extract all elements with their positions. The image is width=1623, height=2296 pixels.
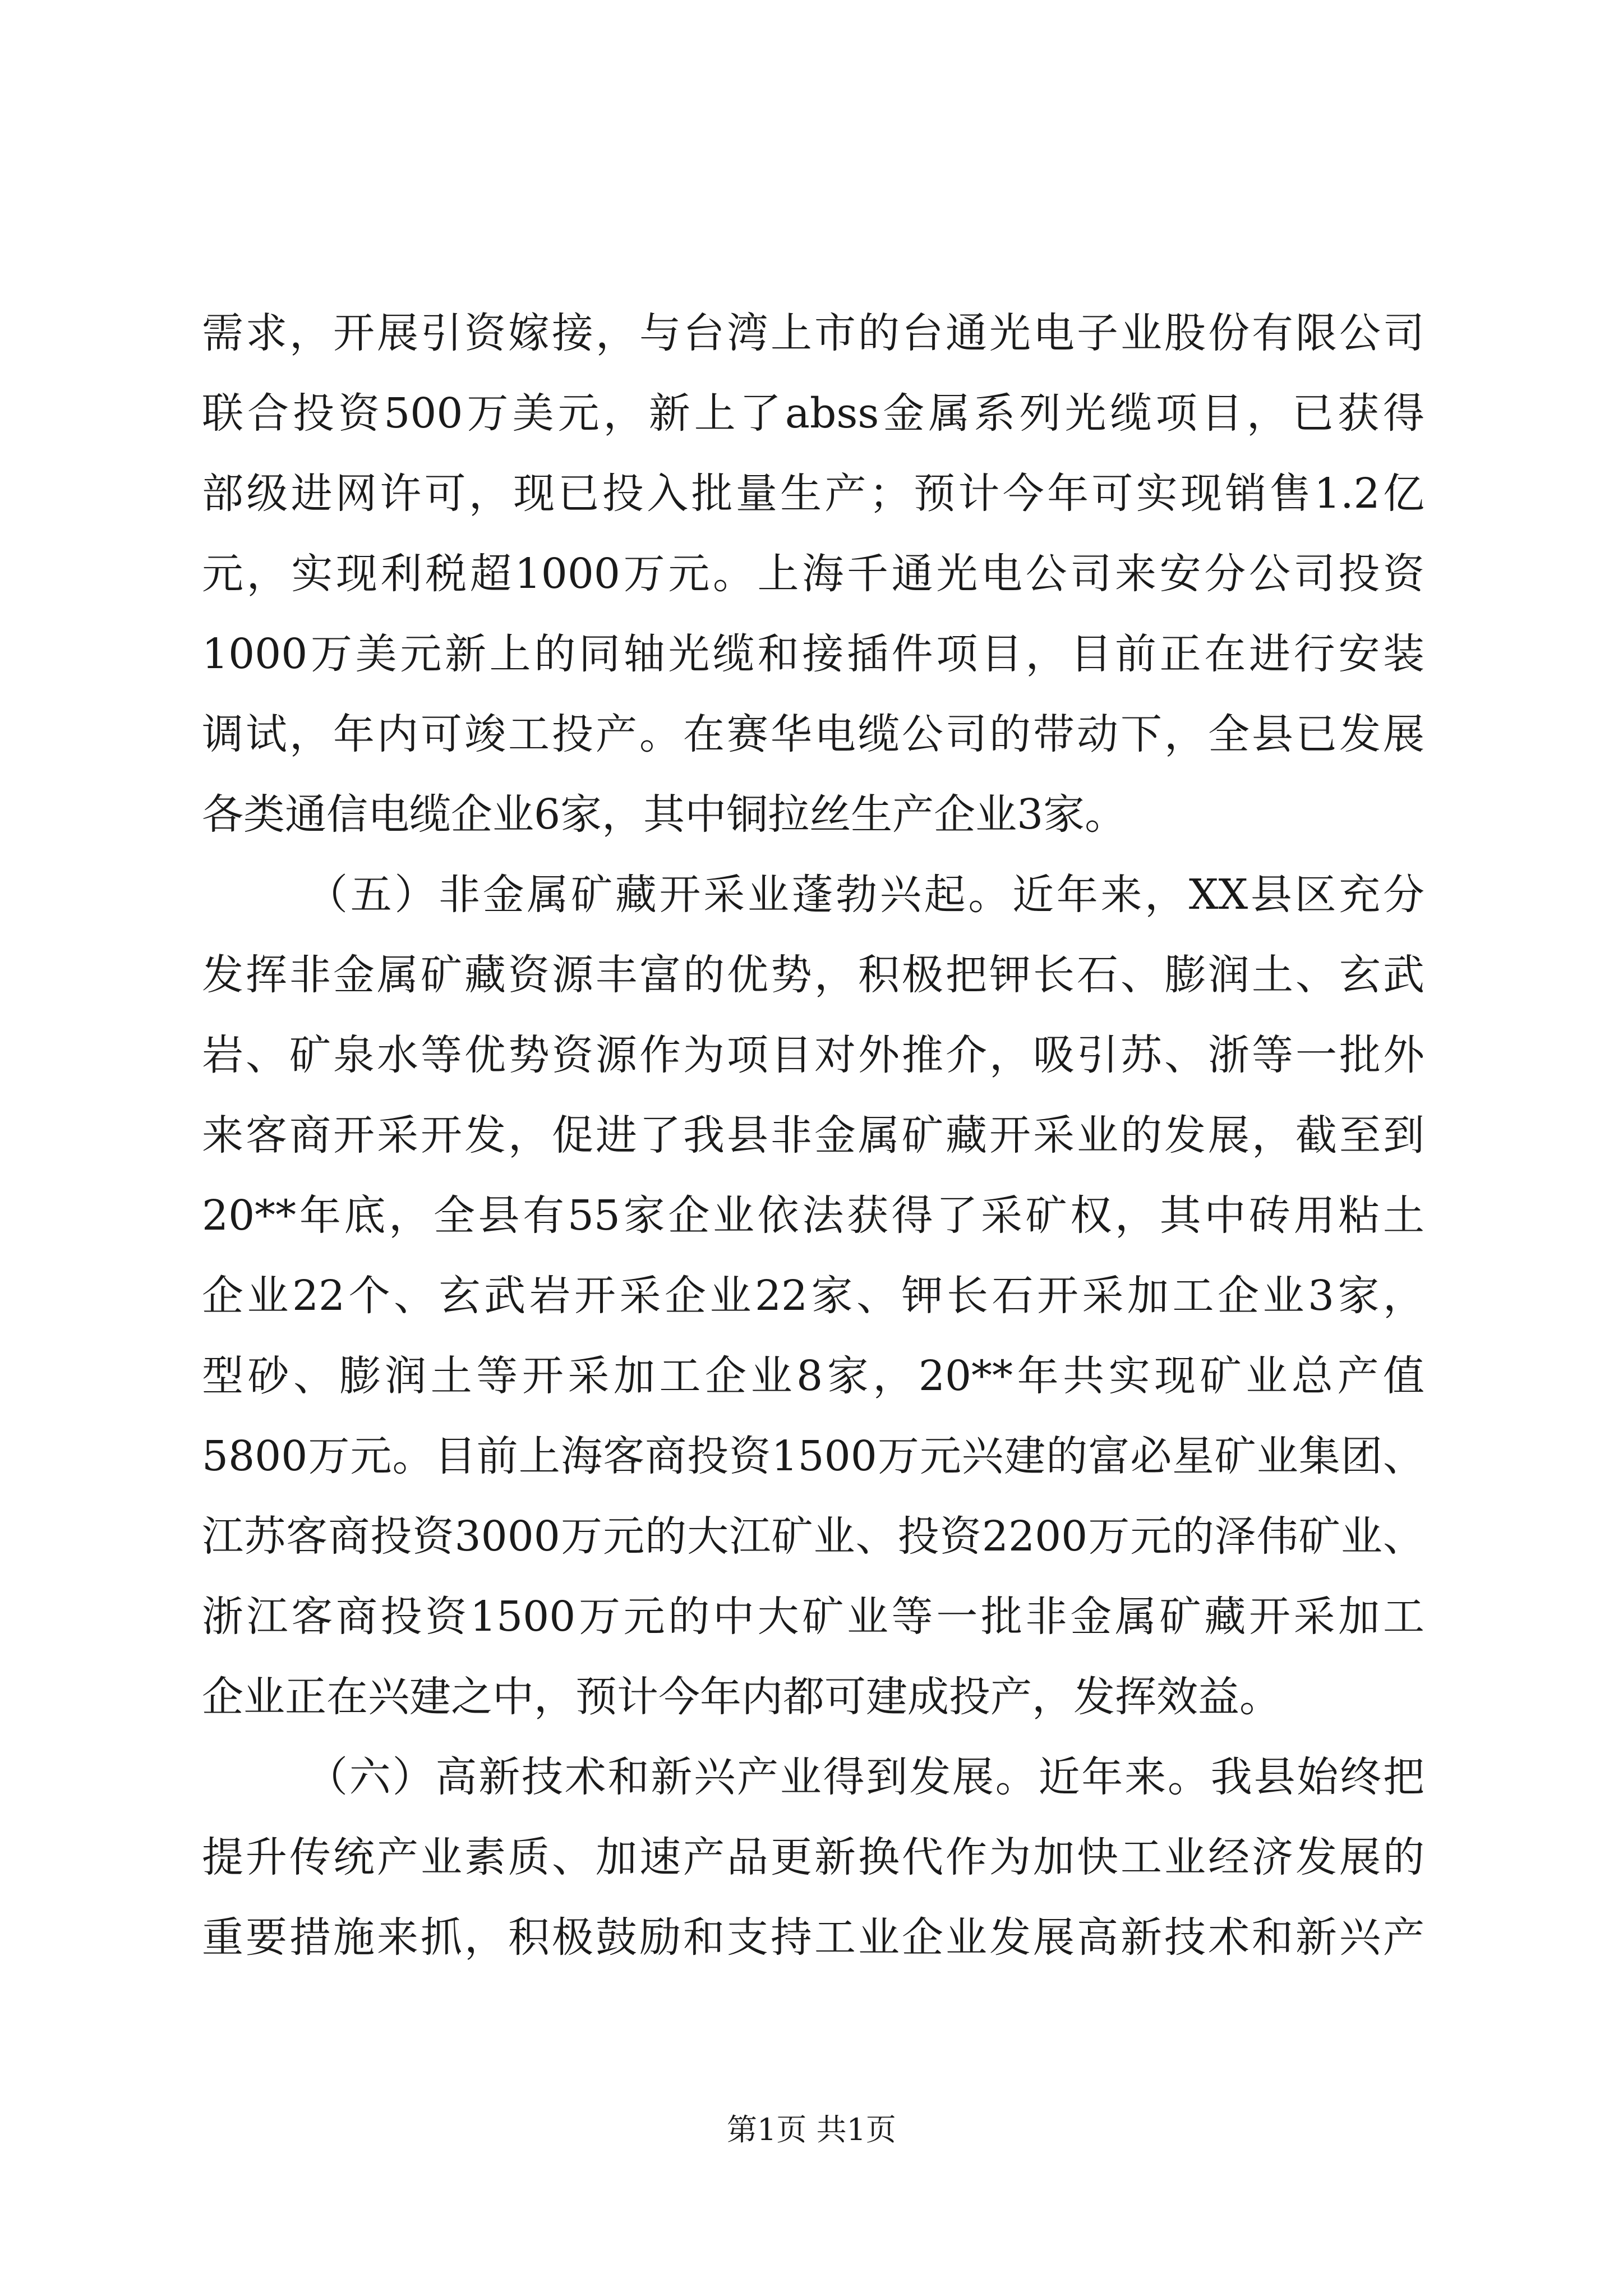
text-line: 提升传统产业素质、加速产品更新换代作为加快工业经济发展的 [202,1833,1424,1881]
text-line: 发挥非金属矿藏资源丰富的优势，积极把钾长石、膨润土、玄武 [202,951,1424,999]
text-line: 20**年底，全县有55家企业依法获得了采矿权，其中砖用粘土 [202,1191,1424,1240]
text-line: 企业22个、玄武岩开采企业22家、钾长石开采加工企业3家， [202,1272,1424,1320]
text-line: 元，实现利税超1000万元。上海千通光电公司来安分公司投资 [202,550,1424,598]
paragraph-heading-line: （五）非金属矿藏开采业蓬勃兴起。近年来，XX县区充分 [306,871,1424,919]
text-line: 调试，年内可竣工投产。在赛华电缆公司的带动下，全县已发展 [202,710,1424,758]
text-line: 5800万元。目前上海客商投资1500万元兴建的富必星矿业集团、 [202,1432,1424,1480]
text-line: 型砂、膨润土等开采加工企业8家，20**年共实现矿业总产值 [202,1352,1424,1400]
text-line: 1000万美元新上的同轴光缆和接插件项目，目前正在进行安装 [202,630,1424,678]
text-line: 企业正在兴建之中，预计今年内都可建成投产，发挥效益。 [202,1673,1281,1721]
text-line: 来客商开采开发，促进了我县非金属矿藏开采业的发展，截至到 [202,1111,1424,1159]
text-line: 各类通信电缆企业6家，其中铜拉丝生产企业3家。 [202,790,1127,839]
text-line: 部级进网许可，现已投入批量生产；预计今年可实现销售1.2亿 [202,470,1424,518]
text-line: 联合投资500万美元，新上了abss金属系列光缆项目，已获得 [202,389,1424,438]
paragraph-heading-line: （六）高新技术和新兴产业得到发展。近年来。我县始终把 [306,1753,1424,1801]
page-footer: 第1页 共1页 [727,2112,896,2147]
text-line: 需求，开展引资嫁接，与台湾上市的台通光电子业股份有限公司 [202,309,1424,357]
text-line: 重要措施来抓，积极鼓励和支持工业企业发展高新技术和新兴产 [202,1913,1424,1962]
text-line: 浙江客商投资1500万元的中大矿业等一批非金属矿藏开采加工 [202,1593,1424,1641]
text-line: 江苏客商投资3000万元的大江矿业、投资2200万元的泽伟矿业、 [202,1512,1424,1561]
text-line: 岩、矿泉水等优势资源作为项目对外推介，吸引苏、浙等一批外 [202,1031,1424,1079]
